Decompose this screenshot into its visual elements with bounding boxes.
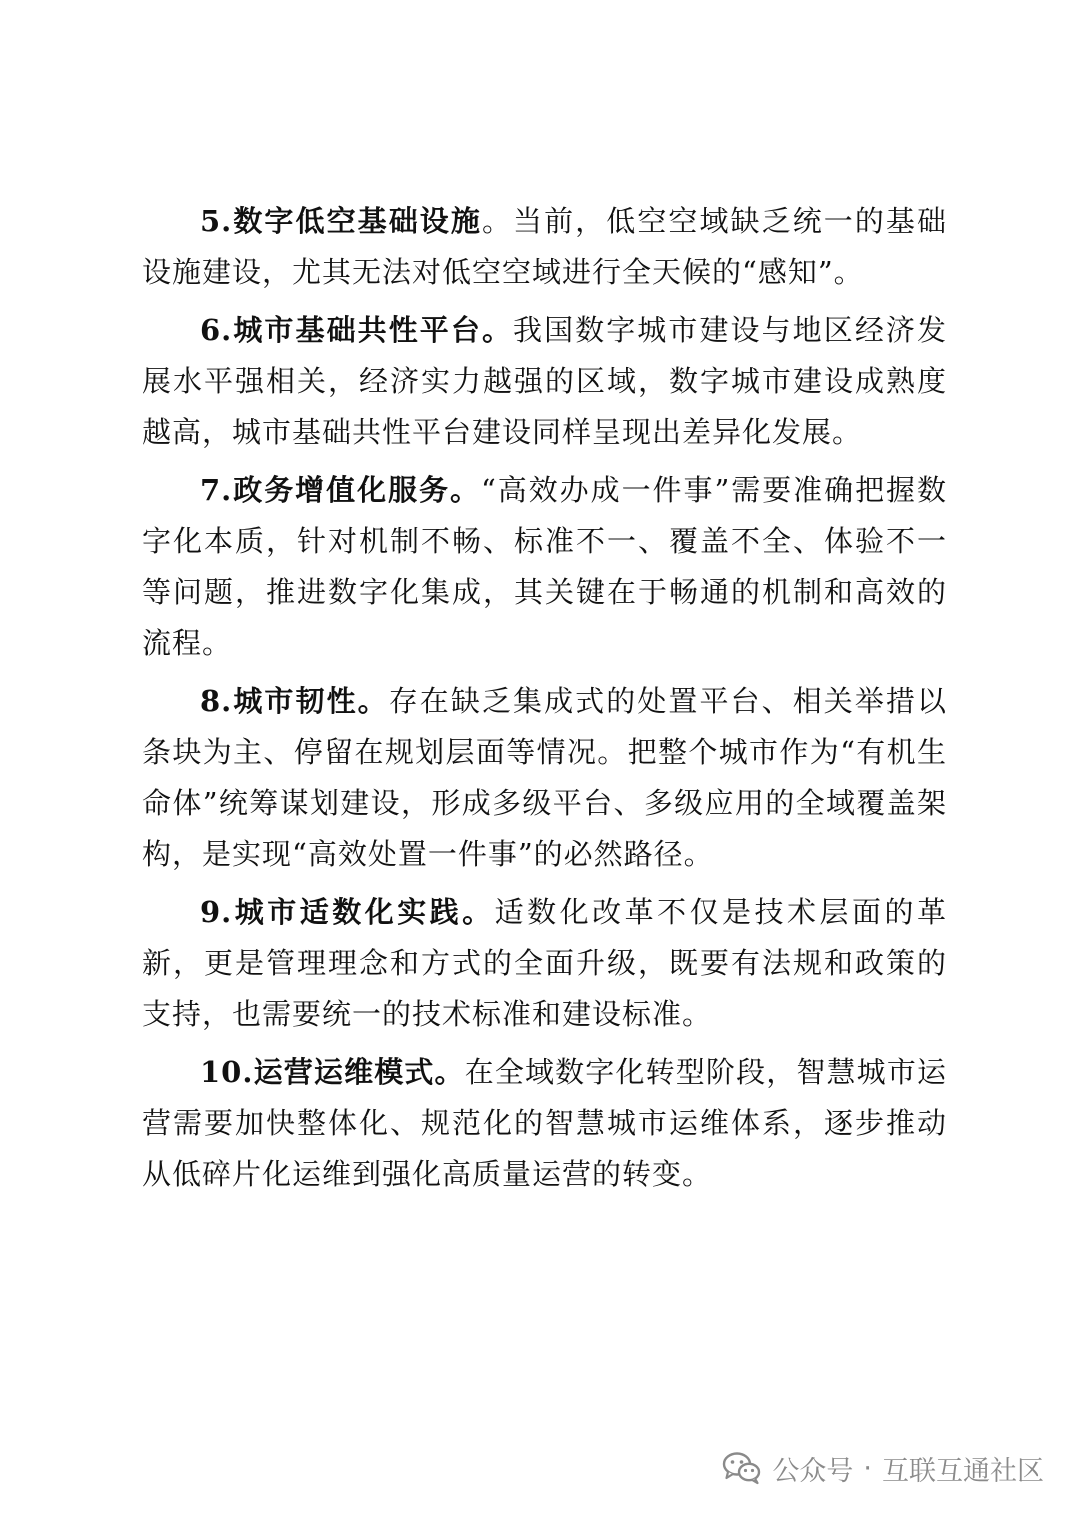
paragraph-text: “高效办成一件事”需要准确把握数字化本质，针对机制不畅、标准不一、覆盖不全、体验不一等问题，推进数字化集成，其关键在于畅通的机制和高效的流程。 bbox=[142, 473, 948, 660]
paragraph-text: 我国数字城市建设与地区经济发展水平强相关，经济实力越强的区域，数字城市建设成熟度越高，城市基础共性平台建设同样呈现出差异化发展。 bbox=[142, 313, 947, 449]
paragraph-text: 。当前，低空空域缺乏统一的基础设施建设，尤其无法对低空空域进行全天候的“感知”。 bbox=[142, 204, 947, 289]
paragraph-item-9 bbox=[142, 887, 947, 1040]
paragraph-heading: 8.城市韧性。 bbox=[200, 684, 389, 718]
document-body bbox=[142, 196, 947, 1207]
paragraph-text: 适数化改革不仅是技术层面的革新，更是管理理念和方式的全面升级，既要有法规和政策的支持，也需要统一的技术标准和建设标准。 bbox=[142, 895, 947, 1031]
paragraph-item-8 bbox=[142, 676, 947, 880]
watermark-separator: · bbox=[863, 1452, 872, 1484]
paragraph-heading: 10.运营运维模式。 bbox=[200, 1055, 465, 1089]
paragraph-item-7 bbox=[142, 465, 947, 669]
paragraph-item-6 bbox=[142, 305, 947, 458]
wechat-watermark bbox=[722, 1448, 1044, 1488]
paragraph-item-10 bbox=[142, 1047, 947, 1200]
watermark-account: 互联互通社区 bbox=[882, 1455, 1044, 1487]
paragraph-heading: 9.城市适数化实践。 bbox=[200, 895, 495, 929]
wechat-icon bbox=[722, 1451, 762, 1485]
paragraph-item-5 bbox=[142, 196, 947, 298]
paragraph-heading: 5.数字低空基础设施 bbox=[200, 204, 482, 238]
watermark-label: 公众号 bbox=[772, 1455, 854, 1487]
paragraph-heading: 7.政务增值化服务。 bbox=[200, 473, 481, 507]
paragraph-text: 存在缺乏集成式的处置平台、相关举措以条块为主、停留在规划层面等情况。把整个城市作为“有机生命体”统筹谋划建设，形成多级平台、多级应用的全域覆盖架构，是实现“高效处置一件事”的必然路径。 bbox=[142, 684, 947, 871]
paragraph-text: 在全域数字化转型阶段，智慧城市运营需要加快整体化、规范化的智慧城市运维体系，逐步推动从低碎片化运维到强化高质量运营的转变。 bbox=[142, 1055, 947, 1191]
paragraph-heading: 6.城市基础共性平台。 bbox=[200, 313, 514, 347]
